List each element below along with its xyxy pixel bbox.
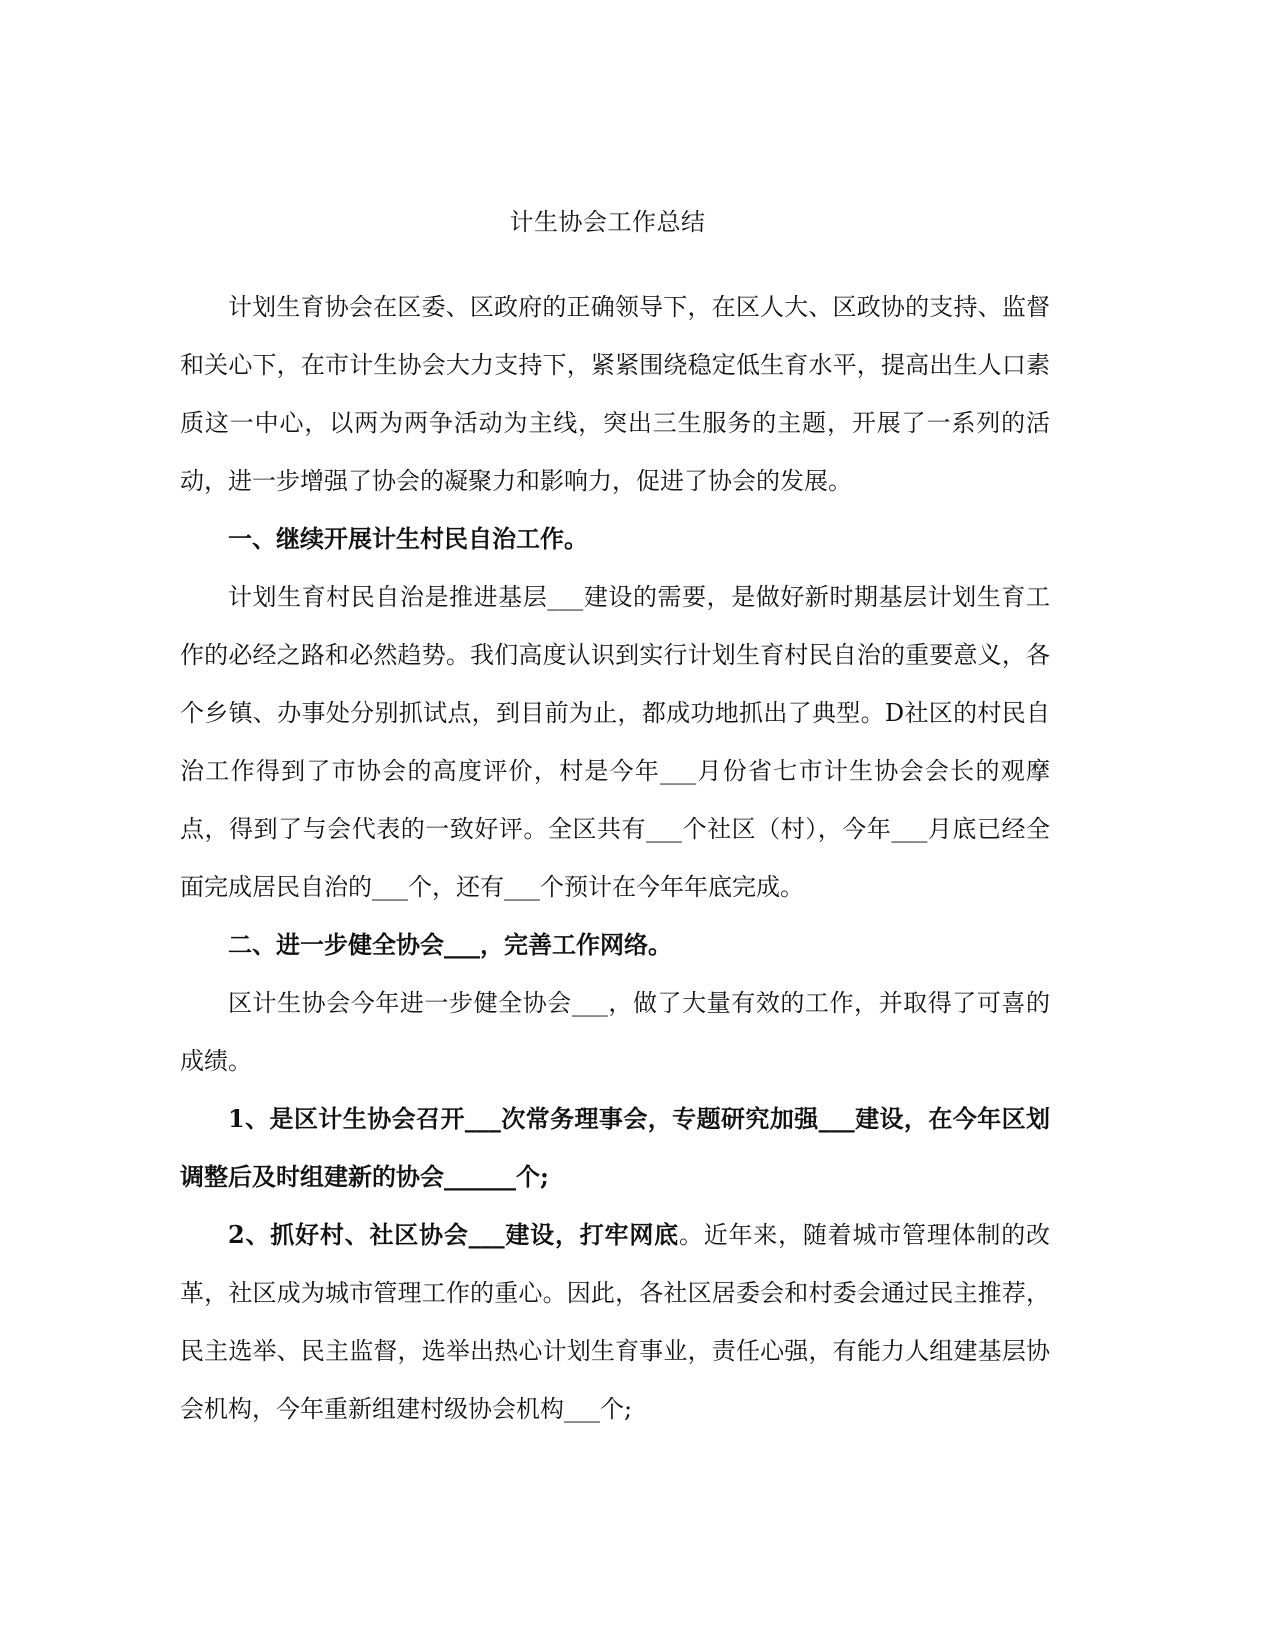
- section-1-paragraph: 计划生育村民自治是推进基层___建设的需要，是做好新时期基层计划生育工作的必经之路和必然趋势。我们高度认识到实行计划生育村民自治的重要意义，各个乡镇、办事处分别抓试点，到目前为止，都成功地抓出了典型。D社区的村民自治工作得到了市协会的高度评价，村是今年___月份省七市计生协会会长的观摩点，得到了与会代表的一致好评。全区共有___个社区（村），今年___月底已经全面完成居民自治的___个，还有___个预计在今年年底完成。: [180, 583, 1050, 901]
- section-2-item-2-lead: 2、抓好村、社区协会___建设，打牢网底: [228, 1220, 679, 1249]
- document-page: [180, 0, 1090, 1650]
- section-heading-1: 一、继续开展计生村民自治工作。: [228, 524, 588, 553]
- document-body: [180, 278, 1050, 1438]
- section-2-item-2: [180, 1206, 1050, 1438]
- document-title: 计生协会工作总结: [509, 208, 706, 236]
- intro-paragraph: 计划生育协会在区委、区政府的正确领导下，在区人大、区政协的支持、监督和关心下，在市计生协会大力支持下，紧紧围绕稳定低生育水平，提高出生人口素质这一中心，以两为两争活动为主线，突出三生服务的主题，开展了一系列的活动，进一步增强了协会的凝聚力和影响力，促进了协会的发展。: [180, 293, 1050, 495]
- section-2-item-1: 1、是区计生协会召开___次常务理事会，专题研究加强___建设，在今年区划调整后及时组建新的协会______个;: [180, 1104, 1050, 1191]
- section-2-paragraph: 区计生协会今年进一步健全协会___，做了大量有效的工作，并取得了可喜的成绩。: [180, 989, 1050, 1075]
- section-heading-2: 二、进一步健全协会___，完善工作网络。: [228, 930, 672, 959]
- section-2-item-2-text: 。近年来，随着城市管理体制的改革，社区成为城市管理工作的重心。因此，各社区居委会和村委会通过民主推荐，民主选举、民主监督，选举出热心计划生育事业，责任心强，有能力人组建基层协会机构，今年重新组建村级协会机构___个;: [180, 1221, 1051, 1423]
